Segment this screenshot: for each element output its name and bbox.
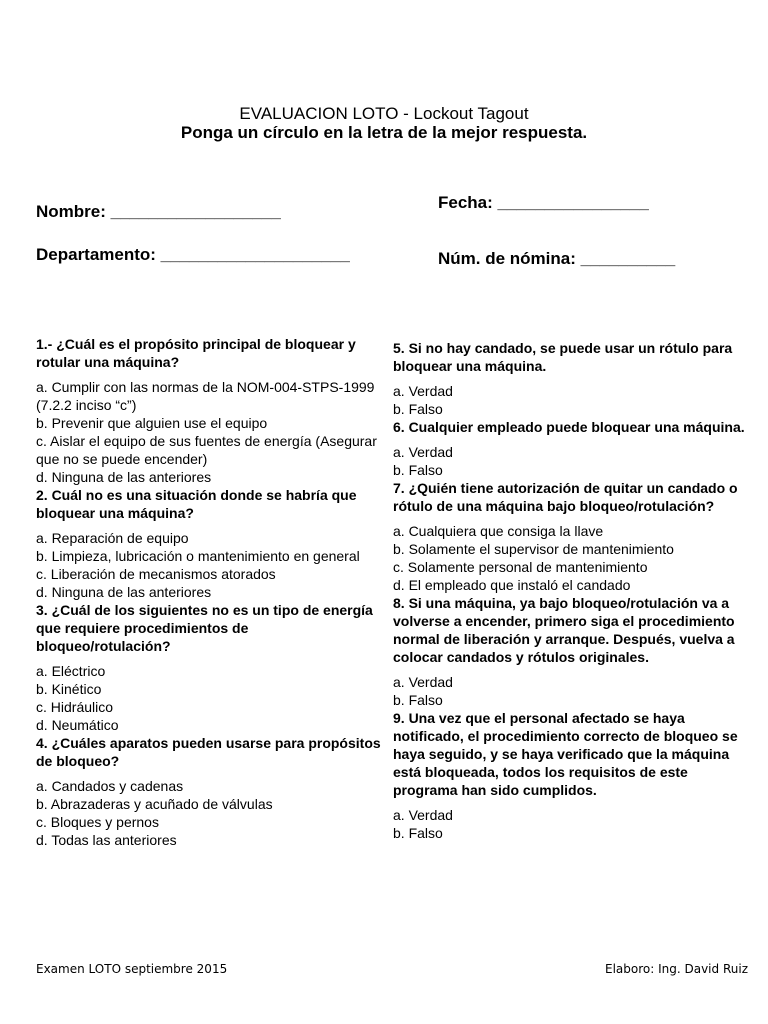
question-block-7: [393, 479, 745, 594]
q1-option-a[interactable]: a. Cumplir con las normas de la NOM-004-STPS-1999 (7.2.2 inciso “c”): [36, 379, 375, 413]
departamento-field[interactable]: Departamento: ____________________: [36, 245, 350, 264]
q5-option-a[interactable]: a. Verdad: [393, 383, 453, 399]
q3-option-a[interactable]: a. Eléctrico: [36, 663, 106, 679]
question-block-8: [393, 594, 745, 709]
left-question-column: [36, 335, 386, 849]
q7-option-a[interactable]: a. Cualquiera que consiga la llave: [393, 523, 604, 539]
question-1: 1.- ¿Cuál es el propósito principal de bloquear y rotular una máquina?: [36, 336, 356, 370]
nomina-field[interactable]: Núm. de nómina: __________: [438, 249, 676, 268]
q5-option-b[interactable]: b. Falso: [393, 401, 443, 417]
question-3: 3. ¿Cuál de los siguientes no es un tipo de energía que requiere procedimientos de bloqueo/rotulación?: [36, 602, 373, 654]
right-question-column: [393, 339, 745, 842]
q7-option-b[interactable]: b. Solamente el supervisor de mantenimiento: [393, 541, 674, 557]
q7-option-c[interactable]: c. Solamente personal de mantenimiento: [393, 559, 648, 575]
q1-option-c[interactable]: c. Aislar el equipo de sus fuentes de energía (Asegurar que no se puede encender): [36, 433, 377, 467]
question-4: 4. ¿Cuáles aparatos pueden usarse para propósitos de bloqueo?: [36, 735, 381, 769]
question-9: 9. Una vez que el personal afectado se haya notificado, el procedimiento correcto de bloqueo se haya seguido, y se haya verificado que la máquina está bloqueada, todos los requisitos de este programa han sido cumplidos.: [393, 710, 738, 798]
question-2: 2. Cuál no es una situación donde se habría que bloquear una máquina?: [36, 487, 357, 521]
question-block-3: [36, 601, 386, 734]
title-main: EVALUACION LOTO - Lockout Tagout: [239, 104, 529, 123]
q8-option-a[interactable]: a. Verdad: [393, 674, 453, 690]
q2-option-d[interactable]: d. Ninguna de las anteriores: [36, 584, 212, 600]
title-instructions: Ponga un círculo en la letra de la mejor respuesta.: [180, 123, 588, 142]
question-block-1: [36, 335, 386, 486]
q3-option-d[interactable]: d. Neumático: [36, 717, 119, 733]
question-8: 8. Si una máquina, ya bajo bloqueo/rotulación va a volverse a encender, primero siga el procedimiento normal de liberación y arranque. Después, vuelva a colocar candados y rótulos originales.: [393, 595, 735, 665]
question-block-9: [393, 709, 745, 842]
question-block-2: [36, 486, 386, 601]
q6-option-a[interactable]: a. Verdad: [393, 444, 453, 460]
q1-option-b[interactable]: b. Prevenir que alguien use el equipo: [36, 415, 268, 431]
question-block-4: [36, 734, 386, 849]
footer-author: Elaboro: Ing. David Ruiz: [605, 962, 748, 976]
q9-option-a[interactable]: a. Verdad: [393, 807, 453, 823]
question-5: 5. Si no hay candado, se puede usar un rótulo para bloquear una máquina.: [393, 340, 733, 374]
q9-option-b[interactable]: b. Falso: [393, 825, 443, 841]
q8-option-b[interactable]: b. Falso: [393, 692, 443, 708]
q3-option-c[interactable]: c. Hidráulico: [36, 699, 114, 715]
page-title: [0, 104, 768, 142]
question-block-5: [393, 339, 745, 418]
q2-option-c[interactable]: c. Liberación de mecanismos atorados: [36, 566, 276, 582]
q4-option-a[interactable]: a. Candados y cadenas: [36, 778, 184, 794]
fecha-field[interactable]: Fecha: ________________: [438, 193, 649, 212]
q4-option-d[interactable]: d. Todas las anteriores: [36, 832, 177, 848]
q3-option-b[interactable]: b. Kinético: [36, 681, 102, 697]
q6-option-b[interactable]: b. Falso: [393, 462, 443, 478]
question-6: 6. Cualquier empleado puede bloquear una máquina.: [393, 419, 745, 435]
q1-option-d[interactable]: d. Ninguna de las anteriores: [36, 469, 212, 485]
q4-option-b[interactable]: b. Abrazaderas y acuñado de válvulas: [36, 796, 273, 812]
footer-exam-label: Examen LOTO septiembre 2015: [36, 962, 228, 976]
question-block-6: [393, 418, 745, 479]
q2-option-b[interactable]: b. Limpieza, lubricación o mantenimiento en general: [36, 548, 360, 564]
question-7: 7. ¿Quién tiene autorización de quitar un candado o rótulo de una máquina bajo bloqueo/rotulación?: [393, 480, 738, 514]
nombre-field[interactable]: Nombre: __________________: [36, 202, 281, 221]
q7-option-d[interactable]: d. El empleado que instaló el candado: [393, 577, 631, 593]
q2-option-a[interactable]: a. Reparación de equipo: [36, 530, 189, 546]
q4-option-c[interactable]: c. Bloques y pernos: [36, 814, 159, 830]
